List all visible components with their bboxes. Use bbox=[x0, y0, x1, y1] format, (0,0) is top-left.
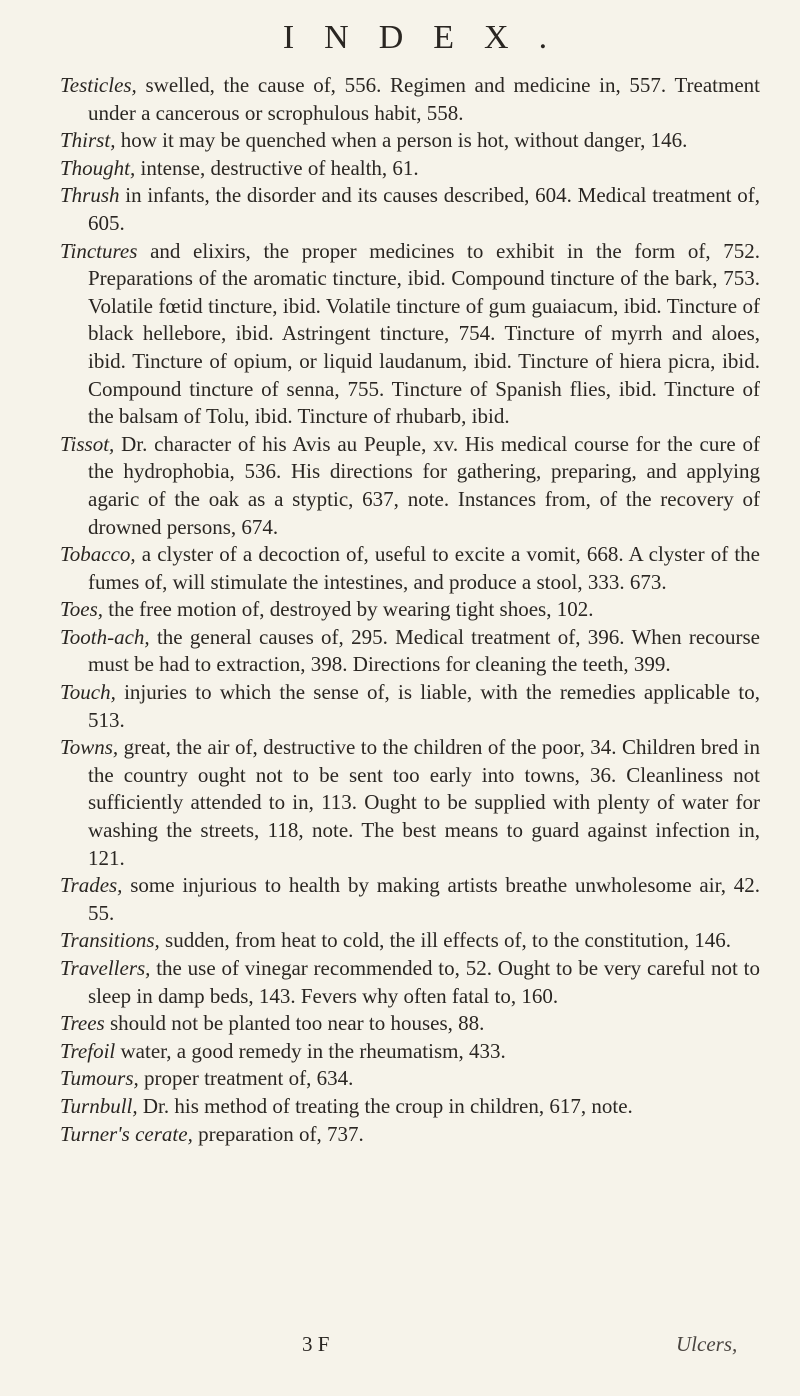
index-entry bbox=[60, 127, 760, 155]
entry-term: Touch, bbox=[60, 680, 116, 705]
index-entry bbox=[60, 1093, 760, 1121]
entry-text: the use of vinegar recommended to, 52. Ought to be very careful not to sleep in damp beds, 143. Fevers why often fatal to, 160. bbox=[88, 956, 760, 1008]
index-entry bbox=[60, 541, 760, 596]
index-entry bbox=[60, 955, 760, 1010]
entry-text: how it may be quenched when a person is hot, without danger, 146. bbox=[115, 128, 688, 153]
entry-text: preparation of, 737. bbox=[192, 1121, 364, 1146]
entry-term: Towns, bbox=[60, 735, 119, 760]
entry-text: should not be planted too near to houses, 88. bbox=[104, 1011, 485, 1036]
signature-mark: 3 F bbox=[302, 1332, 330, 1356]
entry-term: Thirst, bbox=[60, 128, 116, 153]
entry-text: intense, destructive of health, 61. bbox=[135, 155, 419, 180]
entry-term: Trades, bbox=[60, 873, 123, 898]
index-entry bbox=[60, 1065, 760, 1093]
entry-term: Tinctures bbox=[60, 238, 138, 263]
entry-term: Turnbull, bbox=[60, 1093, 138, 1118]
entry-term: Transitions, bbox=[60, 928, 160, 953]
index-entry bbox=[60, 1121, 760, 1149]
index-entry bbox=[60, 1038, 760, 1066]
entry-text: and elixirs, the proper medicines to exhibit in the form of, 752. Preparations of the aromatic tincture, ibid. Compound tincture of the bark, 753. Volatile fœtid tincture, ibid. Volatile tincture of gum guaiacum, ibid. Tincture of black hellebore, ibid. Astringent tincture, 754. Tincture of myrrh and aloes, ibid. Tincture of opium, or liquid laudanum, ibid. Tincture of hiera picra, ibid. Compound tincture of senna, 755. Tincture of Spanish flies, ibid. Tincture of the balsam of Tolu, ibid. Tincture of rhubarb, ibid. bbox=[88, 238, 760, 429]
catchword: Ulcers, bbox=[676, 1332, 738, 1356]
entry-text: Dr. his method of treating the croup in children, 617, note. bbox=[137, 1093, 633, 1118]
entry-term: Thought, bbox=[60, 155, 136, 180]
entry-term: Testicles, bbox=[60, 73, 137, 97]
index-page bbox=[60, 18, 760, 1388]
index-entry bbox=[60, 734, 760, 872]
entry-term: Trefoil bbox=[60, 1038, 116, 1063]
entry-term: Toes, bbox=[60, 597, 103, 622]
entry-text: great, the air of, destructive to the children of the poor, 34. Children bred in the country ought not to be sent too early into towns, 36. Cleanliness not sufficiently attended to in, 113. Ought to be supplied with plenty of water for washing the streets, 118, note. The best means to guard against infection in, 121. bbox=[88, 735, 760, 870]
entry-term: Tobacco, bbox=[60, 542, 136, 567]
index-entry bbox=[60, 596, 760, 624]
page-footer bbox=[60, 1332, 760, 1362]
entry-term: Tumours, bbox=[60, 1066, 139, 1091]
entry-term: Travellers, bbox=[60, 956, 151, 980]
entry-term: Tooth-ach, bbox=[60, 624, 150, 649]
index-entry bbox=[60, 679, 760, 734]
index-entry bbox=[60, 72, 760, 127]
entry-text: a clyster of a decoction of, useful to excite a vomit, 668. A clyster of the fumes of, will stimulate the intestines, and produce a stool, 333. 673. bbox=[88, 542, 760, 594]
entry-text: some injurious to health by making artists breathe unwholesome air, 42. 55. bbox=[88, 873, 760, 925]
index-entry bbox=[60, 238, 760, 431]
entry-text: the free motion of, destroyed by wearing tight shoes, 102. bbox=[103, 597, 594, 622]
index-entry bbox=[60, 182, 760, 237]
index-entry bbox=[60, 872, 760, 927]
entry-text: swelled, the cause of, 556. Regimen and medicine in, 557. Treatment under a cancerous or scrophulous habit, 558. bbox=[88, 73, 760, 125]
entry-text: in infants, the disorder and its causes described, 604. Medical treatment of, 605. bbox=[88, 183, 760, 235]
entry-text: injuries to which the sense of, is liable, with the remedies applicable to, 513. bbox=[88, 680, 760, 732]
index-entry bbox=[60, 431, 760, 541]
entry-term: Trees bbox=[60, 1011, 105, 1036]
index-entry bbox=[60, 155, 760, 183]
page-header: INDEX. bbox=[282, 19, 578, 56]
entry-text: the general causes of, 295. Medical treatment of, 396. When recourse must be had to extraction, 398. Directions for cleaning the teeth, 399. bbox=[88, 624, 760, 677]
entry-text: proper treatment of, 634. bbox=[138, 1066, 354, 1091]
entry-text: water, a good remedy in the rheumatism, 433. bbox=[115, 1038, 506, 1063]
entry-text: sudden, from heat to cold, the ill effects of, to the constitution, 146. bbox=[159, 928, 731, 953]
entry-text: Dr. character of his Avis au Peuple, xv. His medical course for the cure of the hydrophobia, 536. His directions for gathering, preparing, and applying agaric of the oak as a styptic, 637, note. Instances from, of the recovery of drowned persons, 674. bbox=[88, 431, 760, 539]
index-entry bbox=[60, 624, 760, 679]
entry-term: Tissot, bbox=[60, 431, 115, 456]
entry-term: Thrush bbox=[60, 183, 120, 208]
index-entry bbox=[60, 927, 760, 955]
index-entry bbox=[60, 1010, 760, 1038]
index-entries bbox=[60, 72, 760, 1148]
entry-term: Turner's cerate, bbox=[60, 1121, 193, 1146]
